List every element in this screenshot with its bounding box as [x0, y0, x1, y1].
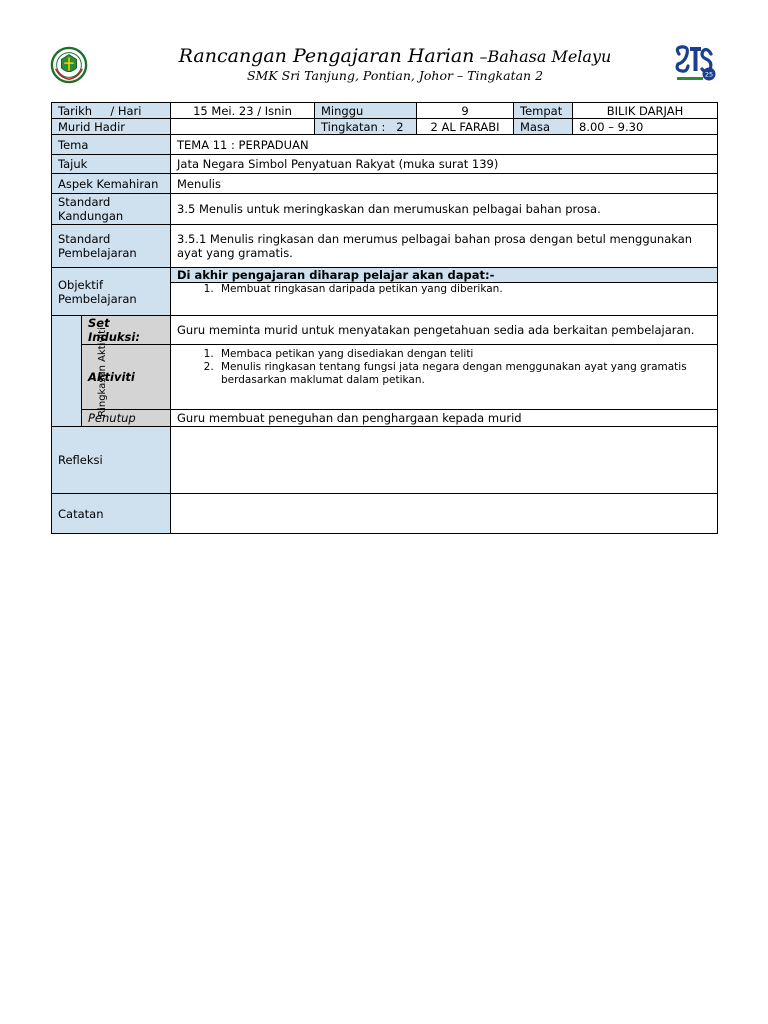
tajuk-label: Tajuk — [52, 155, 171, 174]
masa-label: Masa — [514, 119, 573, 135]
tempat-label: Tempat — [514, 103, 573, 119]
standard-kandungan-label: Standard Kandungan — [52, 194, 171, 225]
row-aspek — [52, 174, 718, 194]
row-refleksi — [52, 427, 718, 494]
row-objektif-heading — [52, 268, 718, 283]
objektif-item: 1. Membuat ringkasan daripada petikan yang diberikan. — [217, 283, 711, 296]
aspek-value: Menulis — [171, 174, 718, 194]
standard-kandungan-value: 3.5 Menulis untuk meringkaskan dan merumuskan pelbagai bahan prosa. — [171, 194, 718, 225]
standard-pembelajaran-label: Standard Pembelajaran — [52, 225, 171, 268]
row-murid — [52, 119, 718, 135]
page-subtitle: SMK Sri Tanjung, Pontian, Johor – Tingkatan 2 — [246, 68, 544, 83]
penutup-label: Penutup — [82, 410, 171, 427]
row-tema — [52, 135, 718, 155]
aktiviti-list-cell — [171, 345, 718, 410]
row-penutup — [52, 410, 718, 427]
page-title-subject: –Bahasa Melayu — [474, 47, 612, 66]
murid-hadir-label: Murid Hadir — [52, 119, 171, 135]
set-induksi-label: Set Induksi: — [82, 316, 171, 345]
row-aktiviti — [52, 345, 718, 410]
tajuk-value: Jata Negara Simbol Penyatuan Rakyat (muka surat 139) — [171, 155, 718, 174]
objektif-list-cell — [171, 283, 718, 316]
row-set-induksi — [52, 316, 718, 345]
masa-value: 8.00 – 9.30 — [573, 119, 718, 135]
row-tajuk — [52, 155, 718, 174]
tarikh-value: 15 Mei. 23 / Isnin — [171, 103, 315, 119]
row-standard-kandungan — [52, 194, 718, 225]
lesson-plan-table — [51, 102, 718, 534]
murid-hadir-value — [171, 119, 315, 135]
aktiviti-item: 2. Menulis ringkasan tentang fungsi jata negara dengan menggunakan ayat yang gramatis berdasarkan maklumat dalam petikan. — [217, 361, 711, 387]
refleksi-label: Refleksi — [52, 427, 171, 494]
objektif-list — [177, 283, 711, 296]
aktiviti-list — [177, 348, 711, 387]
school-crest-logo — [50, 46, 88, 84]
catatan-value — [171, 494, 718, 534]
minggu-label: Minggu — [315, 103, 417, 119]
tema-value: TEMA 11 : PERPADUAN — [171, 135, 718, 155]
row-tarikh — [52, 103, 718, 119]
aktiviti-item: 1. Membaca petikan yang disediakan dengan teliti — [217, 348, 711, 361]
refleksi-value — [171, 427, 718, 494]
standard-pembelajaran-value: 3.5.1 Menulis ringkasan dan merumus pelbagai bahan prosa dengan betul menggunakan ayat yang gramatis. — [171, 225, 718, 268]
page-title-main: Rancangan Pengajaran Harian — [178, 45, 475, 67]
catatan-label: Catatan — [52, 494, 171, 534]
aktiviti-label: Aktiviti — [82, 345, 171, 410]
aspek-label: Aspek Kemahiran — [52, 174, 171, 194]
tarikh-label: Tarikh / Hari — [52, 103, 171, 119]
objektif-heading: Di akhir pengajaran diharap pelajar akan dapat:- — [171, 268, 718, 283]
sts-anniversary-logo — [673, 44, 717, 84]
tema-label: Tema — [52, 135, 171, 155]
kelas-value: 2 AL FARABI — [417, 119, 514, 135]
svg-text:25: 25 — [704, 70, 714, 79]
minggu-value: 9 — [417, 103, 514, 119]
ringkasan-aktiviti-label-cell — [52, 316, 108, 427]
page-title — [110, 44, 680, 69]
objektif-label: Objektif Pembelajaran — [52, 268, 171, 316]
tempat-value: BILIK DARJAH — [573, 103, 718, 119]
row-standard-pembelajaran — [52, 225, 718, 268]
set-induksi-value: Guru meminta murid untuk menyatakan pengetahuan sedia ada berkaitan pembelajaran. — [171, 316, 718, 345]
row-catatan — [52, 494, 718, 534]
penutup-value: Guru membuat peneguhan dan penghargaan kepada murid — [171, 410, 718, 427]
ringkasan-aktiviti-label: Ringkasan Aktiviti — [96, 327, 108, 417]
tingkatan-label: Tingkatan : 2 — [315, 119, 417, 135]
